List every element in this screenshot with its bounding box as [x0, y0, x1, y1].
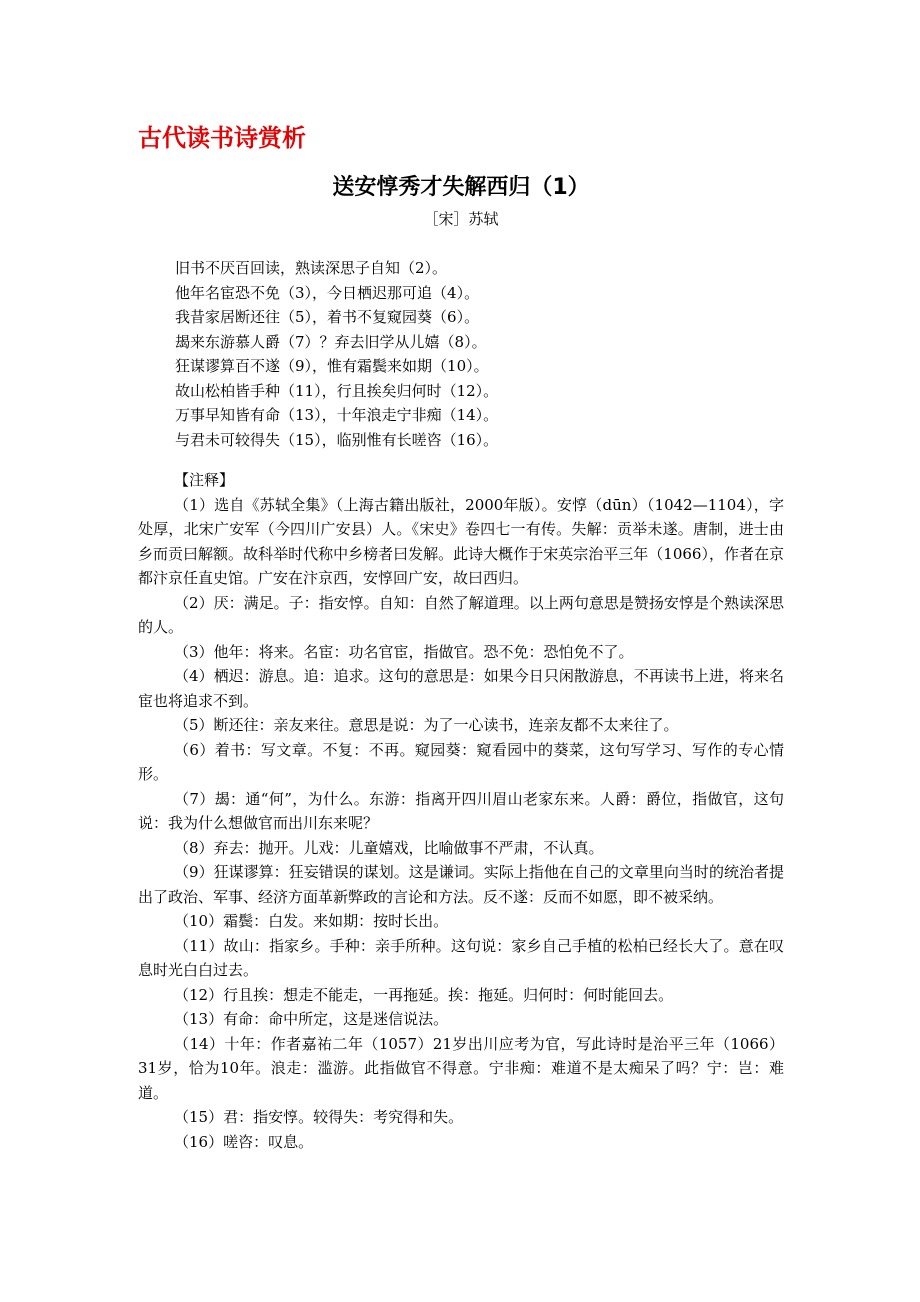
poem-line: 他年名宦恐不免（3），今日栖迟那可追（4）。 — [175, 283, 480, 302]
poem-title: 送安惇秀才失解西归（1） — [332, 175, 590, 200]
poem-line: 故山松柏皆手种（11），行且挨矣归何时（12）。 — [175, 381, 499, 400]
notes-section — [138, 468, 784, 1154]
poem-line: 旧书不厌百回读，熟读深思子自知（2）。 — [175, 259, 448, 277]
note-item: （14）十年：作者嘉祐二年（1057）21岁出川应考为官，写此诗时是治平三年（1066）31岁，恰为10年。浪走：滥游。此指做官不得意。宁非痴：难道不是太痴呆了吗？宁：岂：难道。 — [138, 1034, 784, 1102]
notes-list — [138, 493, 784, 1155]
notes-label: 【注释】 — [174, 471, 235, 489]
poem-line: 狂谋谬算百不遂（9），惟有霜鬓来如期（10）。 — [175, 357, 489, 375]
poem-line: 朅来东游慕人爵（7）？弃去旧学从儿嬉（8）。 — [175, 332, 487, 351]
note-item: （9）狂谋谬算：狂妄错误的谋划。这是谦词。实际上指他在自己的文章里向当时的统治者提出了政治、军事、经济方面革新弊政的言论和方法。反不遂：反而不如愿，即不被采纳。 — [138, 863, 784, 906]
note-item: （1）选自《苏轼全集》（上海古籍出版社，2000年版）。安惇（dūn）（1042—1104），字处厚，北宋广安军（今四川广安县）人。《宋史》卷四七一有传。失解：贡举未遂。唐制，进士由乡而贡曰解额。故科举时代称中乡榜者曰发解。此诗大概作于宋英宗治平三年（1066），作者在京都汴京任直史馆。广安在汴京西，安惇回广安，故曰西归。 — [138, 495, 784, 587]
note-item: （13）有命：命中所定，这是迷信说法。 — [174, 1010, 449, 1028]
note-item: （12）行且挨：想走不能走，一再拖延。挨：拖延。归何时：何时能回去。 — [174, 985, 674, 1004]
note-item: （2）厌：满足。子：指安惇。自知：自然了解道理。以上两句意思是赞扬安惇是个熟读深思的人。 — [138, 593, 784, 636]
note-item: （3）他年：将来。名宦：功名官宦，指做官。恐不免：恐怕免不了。 — [174, 642, 634, 661]
note-item: （7）朅：通“何”，为什么。东游：指离开四川眉山老家东来。人爵：爵位，指做官，这句说：我为什么想做官而出川东来呢？ — [138, 789, 784, 832]
note-item: （8）弃去：抛开。儿戏：儿童嬉戏，比喻做事不严肃，不认真。 — [174, 838, 604, 857]
note-item: （15）君：指安惇。较得失：考究得和失。 — [174, 1108, 464, 1126]
note-item: （11）故山：指家乡。手种：亲手所种。这句说：家乡自己手植的松柏已经长大了。意在叹息时光白白过去。 — [138, 936, 784, 979]
poem-line: 与君未可较得失（15），临别惟有长嗟咨（16）。 — [175, 430, 499, 449]
note-item: （4）栖迟：游息。追：追求。这句的意思是：如果今日只闲散游息，不再读书上进，将来名宦也将追求不到。 — [138, 667, 784, 710]
poem-body — [175, 256, 498, 452]
page-heading: 古代读书诗赏析 — [138, 124, 306, 152]
poem-line: 我昔家居断还往（5），着书不复窥园葵（6）。 — [175, 308, 480, 326]
note-item: （16）嗟咨：叹息。 — [174, 1132, 314, 1151]
poem-author: ［宋］苏轼 — [423, 210, 499, 228]
poem-line: 万事早知皆有命（13），十年浪走宁非痴（14）。 — [175, 406, 499, 424]
note-item: （10）霜鬓：白发。来如期：按时长出。 — [174, 912, 449, 930]
note-item: （6）着书：写文章。不复：不再。窥园葵：窥看园中的葵菜，这句写学习、写作的专心情形。 — [138, 740, 784, 783]
note-item: （5）断还往：亲友来往。意思是说：为了一心读书，连亲友都不太来往了。 — [174, 716, 679, 734]
